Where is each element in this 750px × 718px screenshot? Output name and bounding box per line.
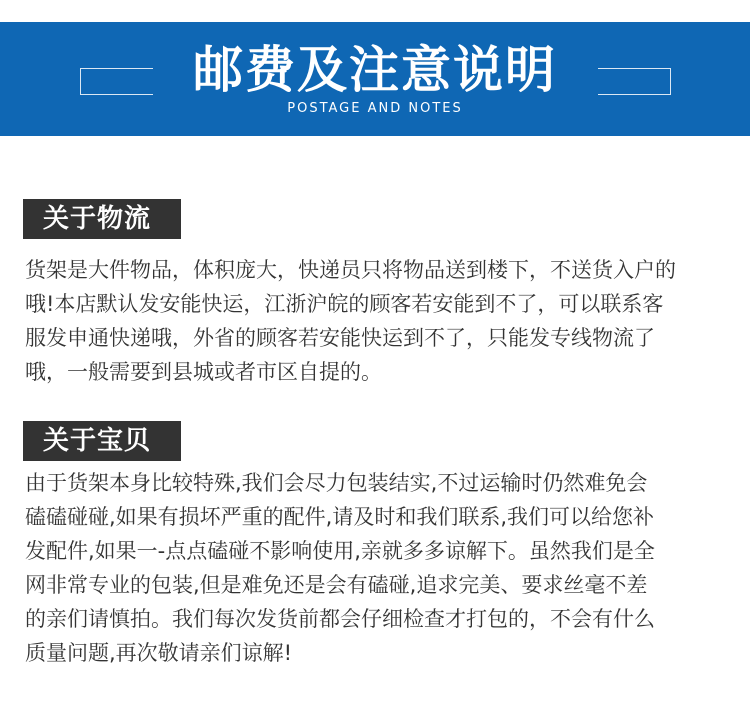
header-banner [0,22,750,136]
section-body-product [25,466,730,670]
body-line: 网非常专业的包装,但是难免还是会有磕碰,追求完美、要求丝毫不差 [25,573,648,597]
body-line: 磕磕碰碰,如果有损坏严重的配件,请及时和我们联系,我们可以给您补 [25,505,655,529]
section-heading-product: 关于宝贝 [23,421,181,461]
section-heading-logistics: 关于物流 [23,199,181,239]
body-line: 服发申通快递哦，外省的顾客若安能快运到不了，只能发专线物流了 [25,326,655,350]
body-line: 哦，一般需要到县城或者市区自提的。 [25,360,382,384]
body-line: 哦!本店默认发安能快运，江浙沪皖的顾客若安能到不了，可以联系客 [25,292,664,316]
body-line: 发配件,如果一-点点磕碰不影响使用,亲就多多谅解下。虽然我们是全 [25,539,655,563]
body-line: 质量问题,再次敬请亲们谅解! [25,641,293,665]
body-line: 货架是大件物品，体积庞大，快递员只将物品送到楼下，不送货入户的 [25,258,676,282]
body-line: 由于货架本身比较特殊,我们会尽力包装结实,不过运输时仍然难免会 [25,471,648,495]
section-body-logistics [25,253,730,389]
page-subtitle: POSTAGE AND NOTES [287,101,463,116]
body-line: 的亲们请慎拍。我们每次发货前都会仔细检查才打包的，不会有什么 [25,607,655,631]
page-title: 邮费及注意说明 [193,41,557,99]
